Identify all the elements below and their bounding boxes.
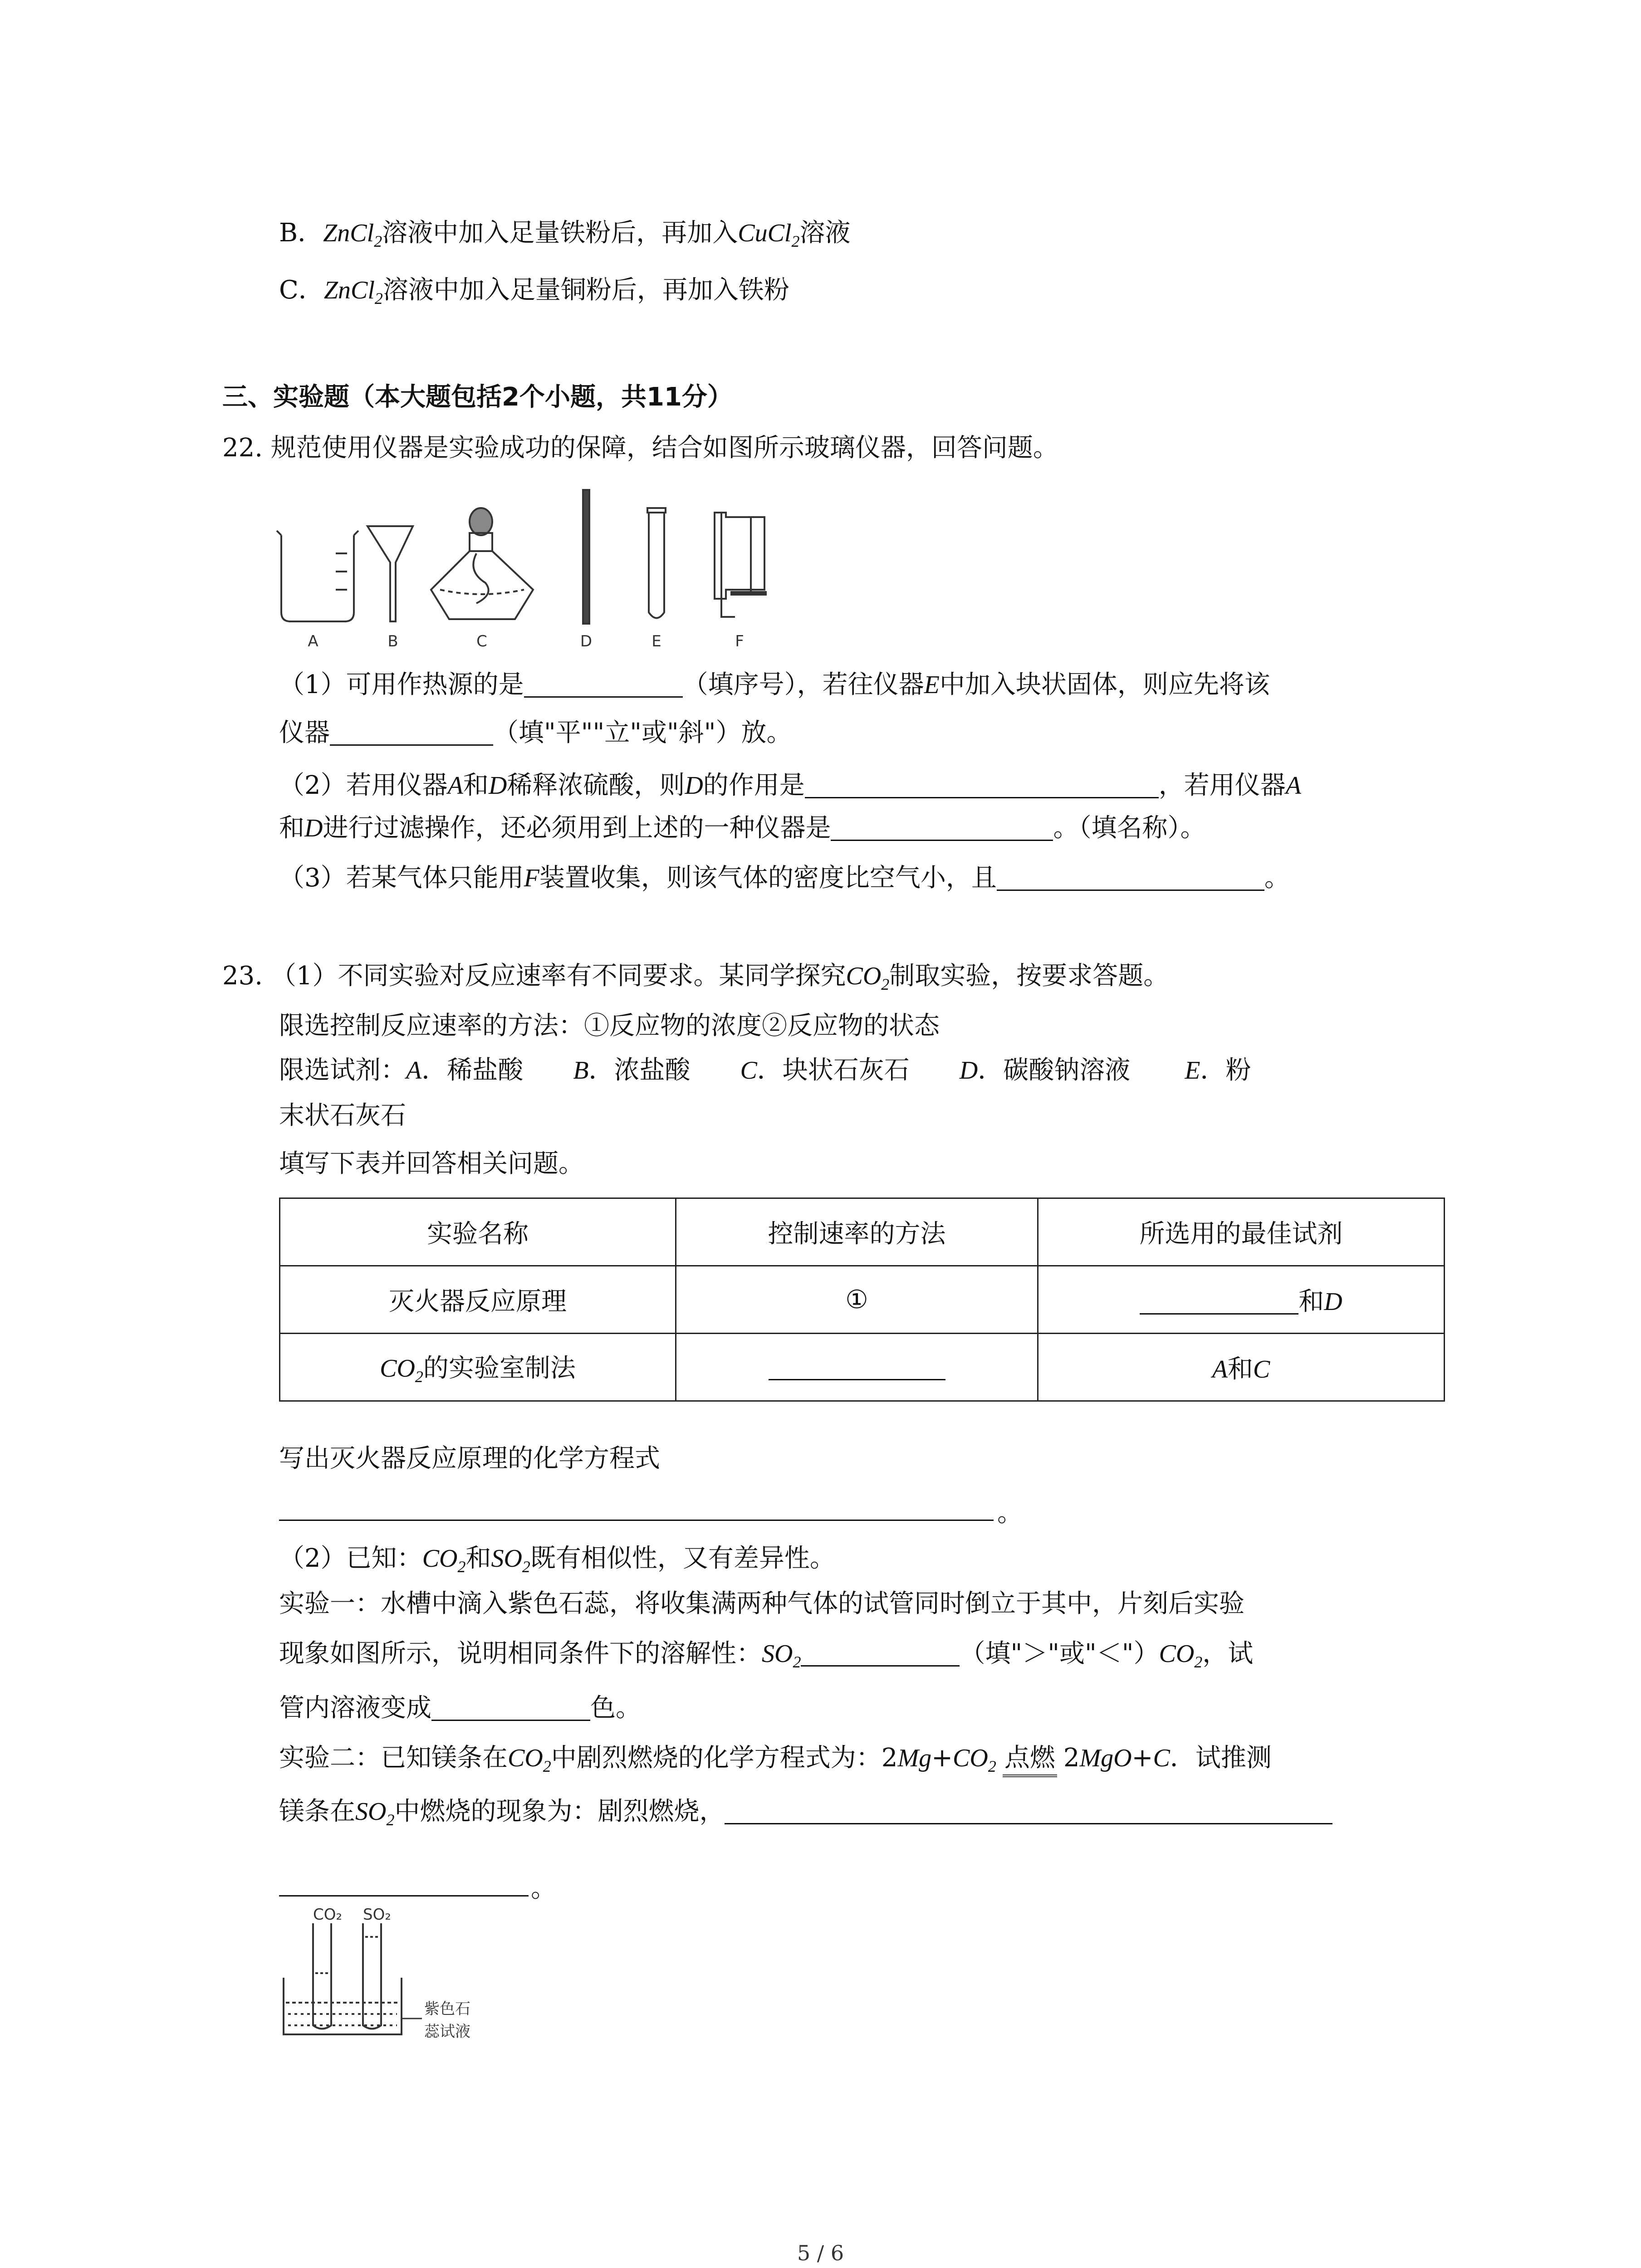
figure-label-b: B <box>387 632 398 650</box>
q23-table-instruction: 填写下表并回答相关问题。 <box>279 1149 584 1178</box>
option-c: C．ZnCl$_2$溶液中加入足量铜粉后，再加入铁粉 <box>279 275 789 308</box>
table-row <box>280 1266 1445 1334</box>
table-row <box>280 1334 1445 1401</box>
q22-stem: 22. 规范使用仪器是实验成功的保障，结合如图所示玻璃仪器，回答问题。 <box>222 433 1058 463</box>
so2-tube-label: SO₂ <box>363 1906 391 1924</box>
table-header: 实验名称 <box>280 1198 676 1266</box>
answer-blank[interactable] <box>997 867 1264 891</box>
answer-blank[interactable] <box>831 817 1053 841</box>
period: 。 <box>997 1498 1023 1528</box>
page-number: 5 / 6 <box>797 2241 844 2265</box>
q23-exp2-line2: 镁条在$SO_2$中燃烧的现象为：剧烈燃烧， <box>279 1795 1332 1836</box>
q23-exp1-line3: 管内溶液变成 色。 <box>279 1693 641 1723</box>
q22-part1-line1: （1）可用作热源的是 （填序号），若往仪器E中加入块状固体，则应先将该 <box>279 670 1270 699</box>
test-tube-icon <box>647 508 666 618</box>
answer-blank[interactable] <box>330 722 493 746</box>
answer-blank[interactable] <box>279 1520 994 1521</box>
funnel-icon <box>367 526 413 621</box>
q23-methods: 限选控制反应速率的方法：①反应物的浓度②反应物的状态 <box>279 1011 940 1041</box>
figure-label-d: D <box>580 632 593 650</box>
answer-blank[interactable] <box>805 774 1159 798</box>
table-cell: $CO_2$的实验室制法 <box>280 1334 676 1401</box>
table-header-row <box>280 1198 1445 1266</box>
glass-rod-icon <box>583 490 589 624</box>
q23-exp1-line2: 现象如图所示，说明相同条件下的溶解性：$SO_2$ （填"＞"或"$<")CO_2$，试 <box>279 1639 1254 1671</box>
period: 。 <box>531 1874 556 1903</box>
litmus-label-line2: 蕊试液 <box>424 2023 470 2041</box>
table-cell: 灭火器反应原理 <box>280 1266 676 1334</box>
q22-part2-line2: 和D进行过滤操作，还必须用到上述的一种仪器是 。（填名称）。 <box>279 813 1206 843</box>
answer-blank[interactable] <box>431 1697 590 1721</box>
figure-label-c: C <box>476 632 487 650</box>
option-b: B．ZnCl$_2$溶液中加入足量铁粉后，再加入CuCl$_2$溶液 <box>279 218 851 250</box>
table-header: 所选用的最佳试剂 <box>1038 1198 1445 1266</box>
answer-blank[interactable] <box>801 1642 960 1667</box>
q23-part2-stem: （2）已知：$CO_2$和$SO_2$既有相似性，又有差异性。 <box>279 1544 835 1576</box>
q23-reagents-cont: 末状石灰石 <box>279 1101 406 1130</box>
beaker-icon <box>277 531 358 621</box>
section-title: 三、实验题（本大题包括2个小题，共11分） <box>222 382 733 412</box>
q23-exp2-line1: 实验二：已知镁条在$CO_2$中剧烈燃烧的化学方程式为：$2Mg+CO_2$ 点燃 2MgO+C．试推测 <box>279 1742 1272 1783</box>
answer-blank[interactable] <box>725 1800 1332 1824</box>
q23-reagents: 限选试剂：A．稀盐酸 B．浓盐酸 C．块状石灰石 D．碳酸钠溶液 E．粉 <box>279 1056 1251 1085</box>
q23-equation-prompt: 写出灭火器反应原理的化学方程式 <box>279 1444 660 1473</box>
table-cell: 和D <box>1038 1266 1445 1334</box>
q22-part1-line2: 仪器 （填"平""立"或"斜"）放。 <box>279 718 792 748</box>
table-cell <box>676 1334 1038 1401</box>
answer-blank[interactable] <box>279 1895 529 1897</box>
answer-blank[interactable] <box>1140 1290 1298 1315</box>
table-header: 控制速率的方法 <box>676 1198 1038 1266</box>
table-cell: A和C <box>1038 1334 1445 1401</box>
alcohol-lamp-icon <box>431 508 533 619</box>
q22-part3: （3）若某气体只能用F装置收集，则该气体的密度比空气小，且 。 <box>279 863 1290 893</box>
litmus-label-line1: 紫色石 <box>424 2000 470 2018</box>
figure-label-f: F <box>735 632 744 650</box>
table-cell: ① <box>676 1266 1038 1334</box>
q22-part2-line1: （2）若用仪器A和D稀释浓硫酸，则D的作用是 ，若用仪器A <box>279 771 1301 800</box>
figure-label-a: A <box>308 632 318 650</box>
gas-collecting-bottle-icon <box>715 513 767 617</box>
figure-label-e: E <box>652 632 661 650</box>
q22-apparatus-figure <box>268 485 808 658</box>
answer-blank[interactable] <box>769 1356 945 1380</box>
q23-solubility-figure <box>272 1905 526 2055</box>
q23-exp1-line1: 实验一：水槽中滴入紫色石蕊，将收集满两种气体的试管同时倒立于其中，片刻后实验 <box>279 1589 1244 1618</box>
q23-part1-stem: 23. （1）不同实验对反应速率有不同要求。某同学探究$CO_2$制取实验，按要求答题。 <box>222 961 1169 993</box>
q23-table <box>279 1198 1445 1402</box>
co2-tube-label: CO₂ <box>313 1906 343 1924</box>
answer-blank[interactable] <box>524 674 683 698</box>
